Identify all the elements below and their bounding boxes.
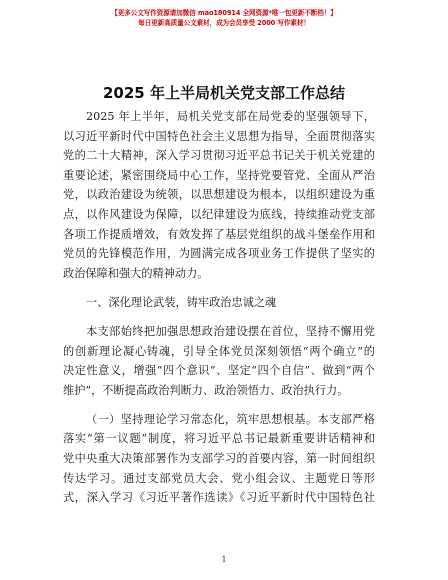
paragraph-intro	[63, 107, 375, 283]
text-line: 政治保障和强大的精神动力。	[63, 266, 209, 280]
text-line: 以习近平新时代中国特色社会主义思想为指导，全面贯彻落实	[63, 129, 375, 143]
text-line: 重要论述，紧密围绕局中心工作，坚持党要管党、全面从严治	[63, 168, 375, 182]
text-line: 传达学习。通过支部党员大会、党小组会议、主题党日等形	[63, 471, 375, 485]
section-heading	[63, 293, 375, 313]
text-line: 党中央重大决策部署作为支部学习的首要内容，第一时间组织	[63, 452, 375, 465]
section-heading-text: 一、深化理论武装，铸牢政治忠诚之魂	[86, 295, 277, 309]
text-line: 式，深入学习《习近平著作选读》《习近平新时代中国特色社	[63, 491, 375, 505]
promo-banner-line-2: 每日更新高质量公文素材，成为会员享受 2000 写作素材！	[138, 19, 310, 27]
text-line: 党，以政治建设为统领，以思想建设为根本，以组织建设为重	[63, 188, 375, 202]
text-line: 点，以作风建设为保障，以纪律建设为底线，持续推动党支部	[63, 207, 375, 221]
text-line: 的创新理论凝心铸魂，引导全体党员深刻领悟“两个确立”的	[63, 344, 375, 358]
paragraph-subsection-1	[63, 410, 375, 508]
text-line: 决定性意义，增强“四个意识”、坚定“四个自信”、做到“两个	[63, 364, 375, 378]
document-title: 2025 年上半局机关党支部工作总结	[103, 84, 345, 102]
text-line: 2025 年上半年，局机关党支部在局党委的坚强领导下，	[86, 110, 375, 123]
text-line: 党的二十大精神，深入学习贯彻习近平总书记关于机关党建的	[63, 149, 375, 163]
text-line: 维护”，不断提高政治判断力、政治领悟力、政治执行力。	[63, 383, 349, 397]
text-line: 落实“第一议题”制度，将习近平总书记最新重要讲话精神和	[63, 432, 375, 446]
text-line: （一）坚持理论学习常态化，筑牢思想根基。本支部严格	[86, 412, 375, 426]
promo-banner-line-1: 【更多公文写作资源请加微信 mao180914 全网资源*唯一包更新不断档！】	[111, 9, 337, 17]
document-body	[63, 107, 375, 508]
text-line: 本支部始终把加强思想政治建设摆在首位，坚持不懈用党	[86, 324, 375, 338]
text-line: 各项工作提质增效，有效发挥了基层党组织的战斗堡垒作用和	[63, 227, 375, 241]
page-number: 1	[221, 555, 227, 564]
text-line: 党员的先锋模范作用，为圆满完成各项业务工作提供了坚实的	[63, 247, 375, 261]
paragraph-section-intro	[63, 322, 375, 400]
